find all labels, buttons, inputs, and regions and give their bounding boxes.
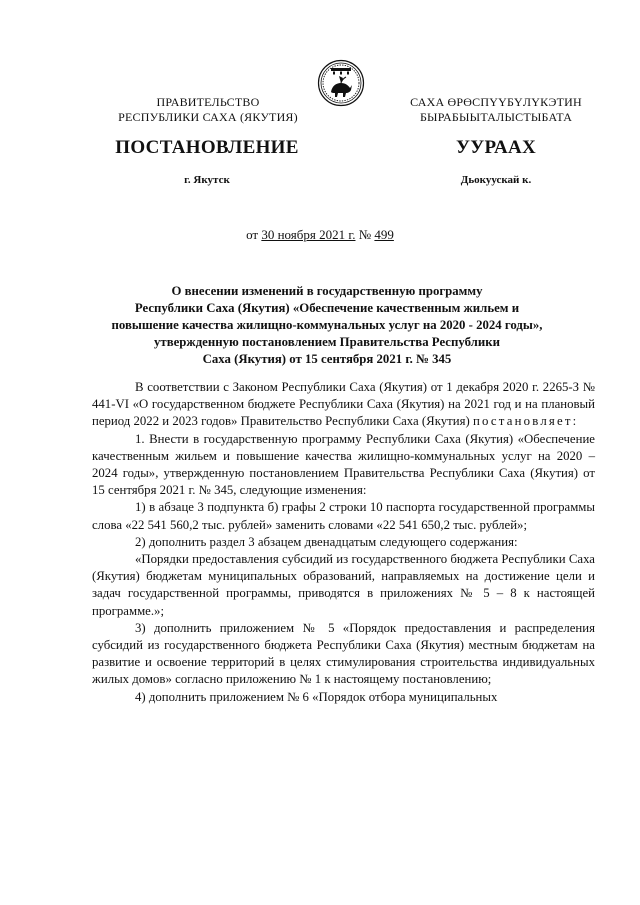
decree-number: 499: [374, 227, 394, 242]
date-number-line: [0, 227, 640, 243]
government-name-yakut: [396, 95, 596, 124]
preamble-text: В соответствии с Законом Республики Саха (Якутия) от 1 декабря 2020 г. 2265-З № 441-VI «О государственном бюджете Республики Саха (Якутия) на 2021 год и на плановый период 2022 и 2023 годов» Правительство Республики Саха (Якутия): [92, 380, 595, 429]
city-russian: г. Якутск: [184, 174, 230, 186]
title-line2: Республики Саха (Якутия) «Обеспечение качественным жильем и: [134, 301, 520, 315]
decree-keyword: постановляет:: [472, 414, 579, 429]
paragraph-subitem-3: 3) дополнить приложением № 5 «Порядок предоставления и распределения субсидий из государственного бюджета Республики Саха (Якутия) местным бюджетам на развитие и освоение территорий в целях стимулирования строительства индивидуальных жилых домов» согласно приложению № 1 к настоящему постановлению;: [92, 620, 595, 687]
paragraph-subitem-1: 1) в абзаце 3 подпункта б) графы 2 строки 10 паспорта государственной программы слова «22 541 560,2 тыс. рублей» заменить словами «22 541 650,2 тыс. рублей»;: [92, 500, 595, 532]
title-line4: утвержденную постановлением Правительства Республики: [154, 335, 500, 349]
date-prefix: от: [246, 227, 259, 242]
org-right-line2: БЫРАБЫЫТАЛЫСТЫБАТА: [419, 109, 573, 124]
org-left-line2: РЕСПУБЛИКИ САХА (ЯКУТИЯ): [118, 109, 298, 124]
title-line5: Саха (Якутия) от 15 сентября 2021 г. № 345: [202, 352, 452, 366]
paragraph-subitem-4: 4) дополнить приложением № 6 «Порядок отбора муниципальных: [135, 689, 498, 704]
doc-type-russian: ПОСТАНОВЛЕНИЕ: [115, 137, 299, 158]
paragraph-subitem-2: 2) дополнить раздел 3 абзацем двенадцатым следующего содержания:: [135, 534, 518, 549]
org-right-line1: САХА ӨРӨСПҮҮБҮЛҮКЭТИН: [410, 95, 582, 109]
paragraph-item-1: 1. Внести в государственную программу Республики Саха (Якутия) «Обеспечение качественным жильем и повышение качества жилищно-коммунальных услуг на 2020 – 2024 годы», утвержденную постановлением Правительства Республики Саха (Якутия) от 15 сентября 2021 г. № 345, следующие изменения:: [92, 431, 595, 498]
title-line3: повышение качества жилищно-коммунальных услуг на 2020 - 2024 годы»,: [111, 318, 543, 332]
coat-of-arms-emblem: [317, 59, 365, 107]
number-label: №: [358, 227, 372, 242]
org-left-line1: ПРАВИТЕЛЬСТВО: [156, 95, 260, 109]
paragraph-quote: «Порядки предоставления субсидий из государственного бюджета Республики Саха (Якутия) бюджетам муниципальных образований, направляемых на достижение цели и задач государственной программы, приводятся в приложениях № 5 – 8 к настоящей программе.»;: [92, 552, 595, 618]
decree-body: [92, 379, 595, 706]
title-line1: О внесении изменений в государственную программу: [171, 284, 483, 298]
decree-date: 30 ноября 2021 г.: [261, 227, 356, 242]
city-yakut: Дьокуускай к.: [460, 174, 532, 186]
doc-type-yakut: УУРААХ: [455, 137, 537, 158]
paragraph-preamble: [92, 379, 595, 431]
government-name-russian: [96, 95, 320, 124]
decree-title: [92, 283, 562, 368]
